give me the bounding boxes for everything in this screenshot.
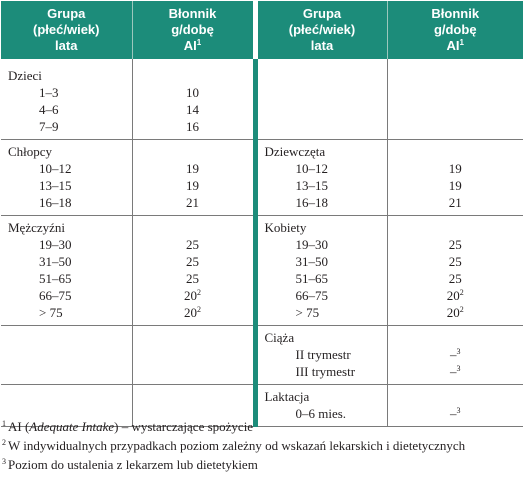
header-line: (płeć/wiek) <box>33 22 100 37</box>
age-range: > 75 <box>295 305 320 320</box>
group-cell <box>255 140 387 216</box>
group-label: Chłopcy <box>8 144 53 159</box>
value-cell <box>132 140 255 216</box>
footnote-ref: 3 <box>456 406 461 415</box>
fiber-number: – <box>450 364 457 379</box>
table-row <box>1 326 523 385</box>
fiber-number: 20 <box>446 288 460 303</box>
table-row <box>1 216 523 326</box>
footnote-ref: 1 <box>196 38 202 47</box>
fiber-value <box>388 236 524 253</box>
header-line: Grupa <box>302 6 342 21</box>
age-range: 51–65 <box>39 271 72 286</box>
footnote-italic: Adequate Intake <box>29 419 115 434</box>
fiber-value <box>133 194 253 211</box>
value-spacer <box>388 388 524 405</box>
age-range: 13–15 <box>295 178 328 193</box>
header-line: g/dobę <box>433 22 477 37</box>
footnote-mark: 3 <box>2 457 6 466</box>
group-cell <box>1 140 132 216</box>
header-line: lata <box>55 38 78 53</box>
age-range: 10–12 <box>39 161 72 176</box>
age-range: III trymestr <box>295 364 356 379</box>
age-range: 16–18 <box>295 195 328 210</box>
group-label: Dzieci <box>8 68 42 83</box>
value-cell <box>387 326 523 385</box>
group-label: Dziewczęta <box>264 144 326 159</box>
fiber-number: 19 <box>448 178 462 193</box>
value-cell <box>132 216 255 326</box>
table-row <box>1 59 523 140</box>
value-spacer <box>133 219 253 236</box>
fiber-value <box>388 346 524 363</box>
group-cell <box>255 326 387 385</box>
footnote-ref: 3 <box>456 347 461 356</box>
fiber-number: 25 <box>186 271 199 286</box>
fiber-number: 19 <box>448 161 462 176</box>
footnote-ref: 2 <box>459 305 464 314</box>
fiber-number: 21 <box>186 195 199 210</box>
fiber-number: 19 <box>186 178 199 193</box>
fiber-number: 25 <box>448 237 462 252</box>
group-label: Kobiety <box>264 220 307 235</box>
header-ai-label: AI <box>183 38 197 53</box>
age-range: 66–75 <box>295 288 328 303</box>
age-range: II trymestr <box>295 347 351 362</box>
footnote-ref: 1 <box>459 38 464 47</box>
footnote-3 <box>2 455 516 474</box>
fiber-number: 19 <box>186 161 199 176</box>
fiber-value <box>388 270 524 287</box>
group-cell <box>255 216 387 326</box>
footnote-ref: 2 <box>459 288 464 297</box>
value-cell <box>387 140 523 216</box>
fiber-number: 20 <box>184 305 197 320</box>
table-body <box>1 59 523 427</box>
age-range: 7–9 <box>39 119 59 134</box>
footnote-ref: 3 <box>456 364 461 373</box>
age-range: 13–15 <box>39 178 72 193</box>
header-fiber-right <box>387 1 523 59</box>
fiber-number: 20 <box>184 288 197 303</box>
fiber-value <box>133 236 253 253</box>
fiber-number: 20 <box>446 305 460 320</box>
group-cell <box>255 59 387 140</box>
age-range: 10–12 <box>295 161 328 176</box>
value-spacer <box>388 329 524 346</box>
header-group-right <box>255 1 387 59</box>
header-line: (płeć/wiek) <box>288 22 356 37</box>
header-line <box>135 38 251 54</box>
group-cell <box>1 59 132 140</box>
value-spacer <box>133 143 253 160</box>
age-range: 0–6 mies. <box>295 406 347 421</box>
value-spacer <box>133 67 253 84</box>
fiber-value <box>133 118 253 135</box>
age-range: 31–50 <box>295 254 328 269</box>
age-range: 4–6 <box>39 102 59 117</box>
fiber-value <box>133 160 253 177</box>
value-cell <box>132 326 255 385</box>
fiber-number: 25 <box>448 254 462 269</box>
fiber-value <box>133 270 253 287</box>
age-range: 16–18 <box>39 195 72 210</box>
footnote-mark: 2 <box>2 438 6 447</box>
fiber-value <box>388 304 524 321</box>
fiber-intake-table <box>1 1 523 427</box>
header-line: lata <box>310 38 334 53</box>
footnote-2 <box>2 436 516 455</box>
fiber-number: – <box>450 406 457 421</box>
header-line: g/dobę <box>171 22 214 37</box>
table-row <box>1 140 523 216</box>
header-group-left <box>1 1 132 59</box>
fiber-number: 10 <box>186 85 199 100</box>
age-range: 31–50 <box>39 254 72 269</box>
fiber-value <box>388 194 524 211</box>
fiber-number: 16 <box>186 119 199 134</box>
group-label: Mężczyźni <box>8 220 66 235</box>
header-line: Błonnik <box>431 6 480 21</box>
header-line <box>390 38 522 54</box>
footnotes <box>2 417 516 474</box>
value-spacer <box>388 219 524 236</box>
fiber-value <box>133 253 253 270</box>
footnote-text: ) – wystarczające spożycie <box>114 419 254 434</box>
fiber-number: 25 <box>186 254 199 269</box>
table-header-row <box>1 1 523 59</box>
fiber-number: 25 <box>448 271 462 286</box>
value-cell <box>132 59 255 140</box>
age-range: 51–65 <box>295 271 328 286</box>
fiber-number: 25 <box>186 237 199 252</box>
header-line: Błonnik <box>168 6 217 21</box>
footnote-1 <box>2 417 516 436</box>
group-cell <box>1 326 132 385</box>
age-range: > 75 <box>39 305 63 320</box>
age-range: 19–30 <box>39 237 72 252</box>
group-cell <box>1 216 132 326</box>
value-spacer <box>388 143 524 160</box>
fiber-value <box>388 287 524 304</box>
footnote-text: W indywidualnych przypadkach poziom zależny od wskazań lekarskich i dietetycznych <box>8 438 466 453</box>
fiber-value <box>388 160 524 177</box>
footnote-text: AI ( <box>8 419 30 434</box>
fiber-value <box>388 253 524 270</box>
group-label: Ciąża <box>264 330 295 345</box>
value-cell <box>387 216 523 326</box>
fiber-number: 14 <box>186 102 199 117</box>
header-fiber-left <box>132 1 255 59</box>
footnote-ref: 2 <box>197 288 201 297</box>
fiber-value <box>133 287 253 304</box>
header-ai-label: AI <box>446 38 460 53</box>
fiber-value <box>133 304 253 321</box>
fiber-value <box>388 177 524 194</box>
age-range: 66–75 <box>39 288 72 303</box>
header-line: Grupa <box>47 6 86 21</box>
fiber-number: 21 <box>448 195 462 210</box>
footnote-mark: 1 <box>2 419 6 428</box>
fiber-value <box>133 177 253 194</box>
fiber-value <box>133 84 253 101</box>
group-label: Laktacja <box>264 389 310 404</box>
age-range: 19–30 <box>295 237 328 252</box>
value-cell <box>387 59 523 140</box>
age-range: 1–3 <box>39 85 59 100</box>
fiber-value <box>388 363 524 380</box>
fiber-number: – <box>450 347 457 362</box>
footnote-ref: 2 <box>197 305 201 314</box>
fiber-value <box>133 101 253 118</box>
footnote-text: Poziom do ustalenia z lekarzem lub dietetykiem <box>8 457 258 472</box>
